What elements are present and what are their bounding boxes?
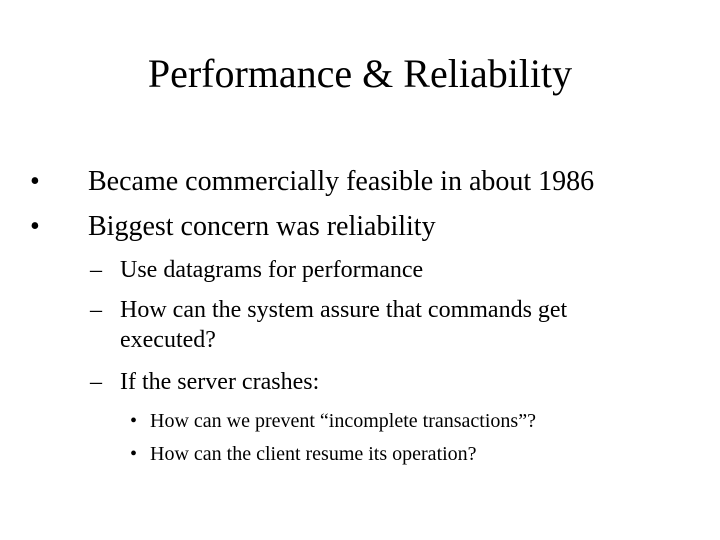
sub-sub-bullet-text: How can we prevent “incomplete transactions”? [150,410,536,432]
dash-marker: – [90,257,102,283]
bullet-marker: • [30,211,40,242]
bullet-marker: • [130,443,138,465]
bullet-text: Biggest concern was reliability [88,211,436,242]
bullet-text: Became commercially feasible in about 1986 [88,166,595,197]
bullet-marker: • [30,166,40,197]
sub-bullet-item [90,367,690,397]
sub-bullet-item [90,295,650,355]
bullet-marker: • [130,410,138,432]
dash-marker: – [90,369,102,395]
sub-bullet-text: Use datagrams for performance [120,257,424,283]
sub-bullet-text: How can the system assure that commands get executed? [120,297,568,353]
sub-bullet-item [90,255,690,285]
slide-title: Performance & Reliability [147,51,573,96]
sub-bullet-text: If the server crashes: [120,369,320,395]
dash-marker: – [90,297,102,323]
sub-sub-bullet-text: How can the client resume its operation? [150,443,477,465]
